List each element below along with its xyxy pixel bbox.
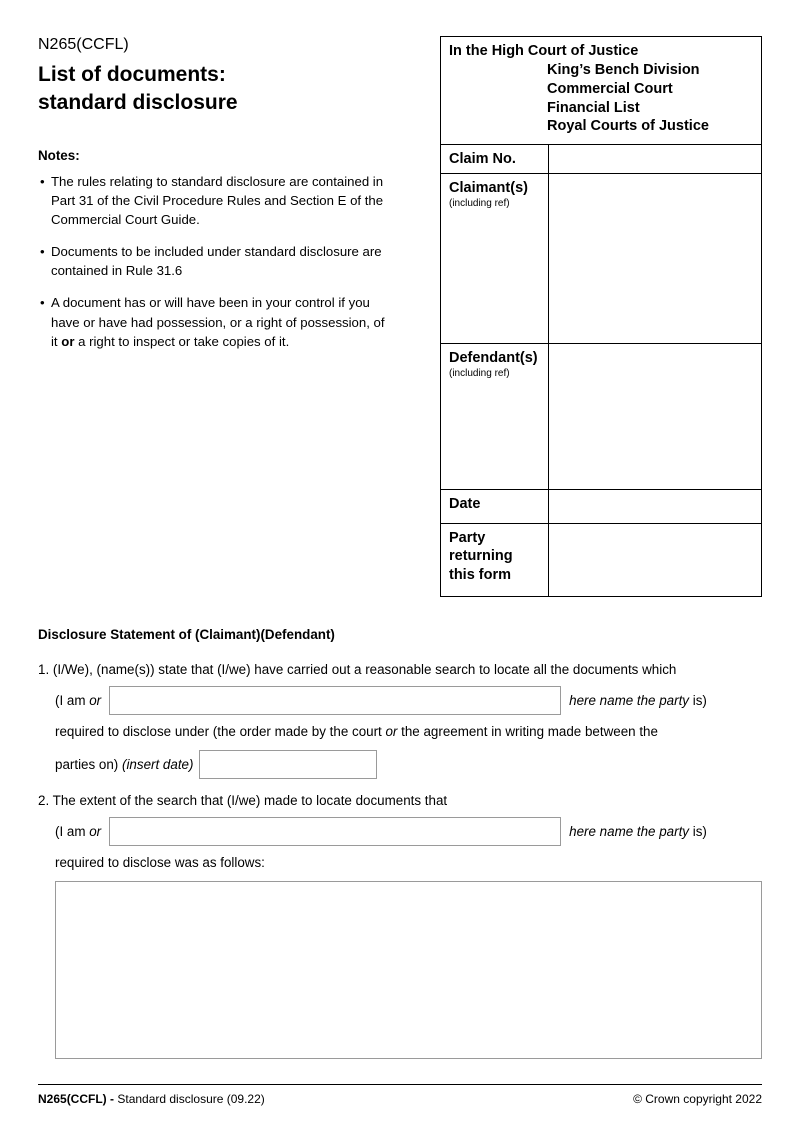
disclosure-statement-section	[38, 627, 762, 1059]
date-row	[441, 490, 761, 524]
or-italic-1: or	[89, 693, 102, 709]
required-follows-line: required to disclose was as follows:	[55, 855, 265, 871]
insert-date-input[interactable]	[199, 750, 377, 779]
court-name-header	[441, 37, 761, 145]
claimant-label-cell	[441, 174, 549, 343]
claim-no-field[interactable]	[549, 145, 761, 173]
party-returning-label: Party returning this form	[441, 524, 549, 596]
note-item-3	[38, 293, 390, 350]
i-am-or-text-2	[55, 824, 101, 839]
insert-date-italic: (insert date)	[122, 757, 194, 773]
is-suffix-2: is)	[689, 824, 707, 840]
note-item-3-or-bold: or	[61, 333, 75, 349]
court-name: In the High Court of Justice	[449, 43, 639, 59]
defendant-field[interactable]	[549, 344, 761, 489]
claimant-including-ref: (including ref)	[449, 198, 510, 210]
insert-date-row	[55, 750, 762, 779]
footer-form-ref	[38, 1092, 265, 1106]
page-title	[38, 61, 390, 118]
i-am-text-1: (I am	[55, 693, 90, 709]
here-name-text-2	[569, 824, 707, 839]
party-returning-field[interactable]	[549, 524, 761, 596]
defendant-row	[441, 344, 761, 490]
top-section	[38, 36, 762, 597]
here-name-italic-2: here name the party	[569, 824, 689, 840]
parties-on-text	[55, 757, 193, 772]
claim-no-row	[441, 145, 761, 174]
notes-list	[38, 172, 390, 351]
court-building: Royal Courts of Justice	[547, 118, 709, 135]
defendant-including-ref: (including ref)	[449, 368, 510, 380]
court-court: Commercial Court	[547, 80, 673, 97]
note-item-1-text: The rules relating to standard disclosure are contained in Part 31 of the Civil Procedure Rules and Section E of the Commercial Court Guide.	[51, 173, 384, 227]
page-title-line2: standard disclosure	[38, 91, 238, 115]
required-pre-text: required to disclose under (the order made by the court	[55, 724, 386, 740]
required-disclose-line	[55, 723, 762, 742]
is-suffix-1: is)	[689, 693, 707, 709]
disclosure-statement-heading: Disclosure Statement of (Claimant)(Defendant)	[38, 627, 335, 643]
claim-no-label: Claim No.	[441, 145, 549, 173]
date-field[interactable]	[549, 490, 761, 523]
note-item-1	[38, 172, 390, 229]
party-name-input-1[interactable]	[109, 686, 561, 715]
footer-form-code-bold: N265(CCFL) -	[38, 1092, 115, 1106]
date-label: Date	[441, 490, 549, 523]
note-item-3-text-pre: A document has or will have been in your control if you have or have had possession, or a right of possession, of it	[51, 295, 385, 349]
footer-copyright: © Crown copyright 2022	[633, 1092, 762, 1106]
here-name-text-1	[569, 693, 707, 708]
note-item-2	[38, 242, 390, 280]
form-code: N265(CCFL)	[38, 36, 129, 53]
i-am-or-text-1	[55, 693, 101, 708]
court-details-box	[440, 36, 762, 597]
search-extent-textarea[interactable]	[55, 881, 762, 1059]
statement-item-1: 1. (I/We), (name(s)) state that (I/we) have carried out a reasonable search to locate all the documents which	[38, 662, 677, 678]
statement-item-2: 2. The extent of the search that (I/we) made to locate documents that	[38, 793, 448, 809]
defendant-label: Defendant(s)	[449, 350, 538, 367]
claimant-row	[441, 174, 761, 344]
note-item-2-text: Documents to be included under standard disclosure are contained in Rule 31.6	[51, 244, 382, 279]
i-am-text-2: (I am	[55, 824, 90, 840]
defendant-label-cell	[441, 344, 549, 489]
claimant-field[interactable]	[549, 174, 761, 343]
party-name-input-2[interactable]	[109, 817, 561, 846]
court-list: Financial List	[547, 99, 640, 116]
left-column	[38, 36, 390, 364]
claimant-label: Claimant(s)	[449, 180, 528, 197]
court-division: King’s Bench Division	[547, 61, 700, 78]
required-or-italic: or	[385, 724, 398, 740]
or-italic-2: or	[89, 824, 102, 840]
parties-on-pre: parties on)	[55, 757, 122, 773]
footer-form-title: Standard disclosure (09.22)	[114, 1092, 265, 1106]
note-item-3-text-post: a right to inspect or take copies of it.	[74, 333, 290, 349]
page-footer	[38, 1084, 762, 1106]
page-title-line1: List of documents:	[38, 63, 226, 86]
here-name-italic-1: here name the party	[569, 693, 689, 709]
party-name-row-2	[55, 817, 762, 846]
notes-heading: Notes:	[38, 147, 80, 163]
party-returning-row	[441, 524, 761, 596]
required-post-text: the agreement in writing made between the	[397, 724, 658, 740]
party-name-row-1	[55, 686, 762, 715]
notes-section	[38, 148, 390, 351]
